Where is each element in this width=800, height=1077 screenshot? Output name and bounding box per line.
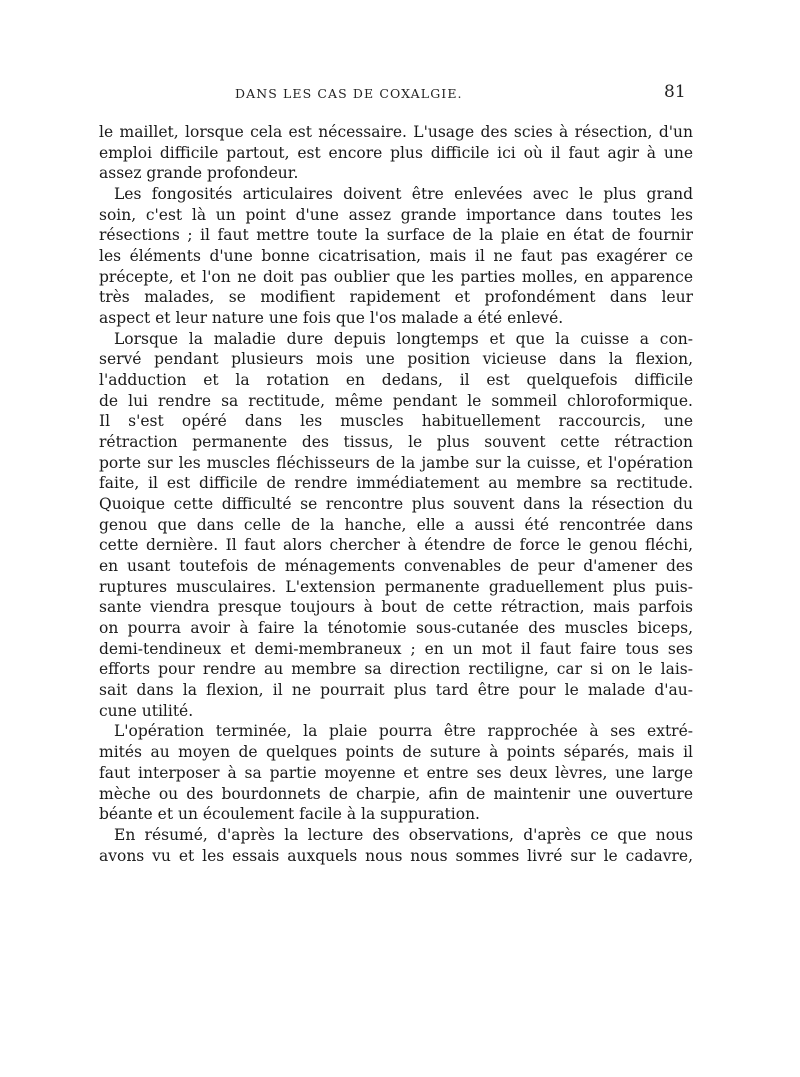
text-line: Lorsque la maladie dure depuis longtemps et que la cuisse a con- — [114, 329, 693, 348]
paragraph-3 — [99, 329, 693, 722]
text-line: soin, c'est là un point d'une assez grande importance dans toutes les — [99, 205, 693, 224]
text-line: porte sur les muscles fléchisseurs de la jambe sur la cuisse, et l'opération — [99, 453, 693, 472]
text-line: aspect et leur nature une fois que l'os malade a été enlevé. — [99, 309, 564, 328]
paragraph-1 — [99, 122, 693, 184]
text-line: Il s'est opéré dans les muscles habituellement raccourcis, une — [99, 412, 693, 431]
text-line: en usant toutefois de ménagements convenables de peur d'amener des — [99, 557, 693, 576]
text-line: faut interposer à sa partie moyenne et entre ses deux lèvres, une large — [99, 763, 693, 782]
text-line: rétraction permanente des tissus, le plus souvent cette rétraction — [99, 433, 693, 452]
paragraph-5 — [99, 825, 693, 866]
text-line: mités au moyen de quelques points de suture à points séparés, mais il — [99, 743, 693, 762]
text-line: mèche ou des bourdonnets de charpie, afin de maintenir une ouverture — [99, 784, 693, 803]
text-line: servé pendant plusieurs mois une position vicieuse dans la flexion, — [99, 350, 693, 369]
page-number: 81 — [664, 82, 686, 102]
text-line: Les fongosités articulaires doivent être enlevées avec le plus grand — [114, 185, 693, 204]
text-line: résections ; il faut mettre toute la surface de la plaie en état de fournir — [99, 226, 693, 245]
text-line: genou que dans celle de la hanche, elle a aussi été rencontrée dans — [99, 515, 693, 534]
text-line: Quoique cette difficulté se rencontre plus souvent dans la résection du — [99, 495, 693, 514]
text-line: le maillet, lorsque cela est nécessaire. L'usage des scies à résection, d'un — [99, 123, 693, 141]
paragraph-4 — [99, 721, 693, 824]
text-line: demi-tendineux et demi-membraneux ; en un mot il faut faire tous ses — [99, 639, 693, 658]
text-line: l'adduction et la rotation en dedans, il est quelquefois difficile — [99, 371, 693, 390]
text-line: précepte, et l'on ne doit pas oublier que les parties molles, en apparence — [99, 267, 693, 286]
text-line: emploi difficile partout, est encore plus difficile ici où il faut agir à une — [99, 143, 693, 162]
running-title: DANS LES CAS DE COXALGIE. — [235, 86, 463, 101]
text-line: sait dans la flexion, il ne pourrait plus tard être pour le malade d'au- — [99, 681, 693, 700]
text-line: efforts pour rendre au membre sa direction rectiligne, car si on le lais- — [99, 660, 693, 679]
text-line: assez grande profondeur. — [99, 164, 299, 183]
text-line: ruptures musculaires. L'extension permanente graduellement plus puis- — [99, 577, 693, 596]
text-line: L'opération terminée, la plaie pourra être rapprochée à ses extré- — [114, 722, 693, 741]
text-line: très malades, se modifient rapidement et profondément dans leur — [99, 288, 693, 307]
text-line: sante viendra presque toujours à bout de cette rétraction, mais parfois — [99, 598, 693, 617]
running-head — [0, 82, 800, 106]
text-line: En résumé, d'après la lecture des observations, d'après ce que nous — [114, 825, 693, 844]
paragraph-2 — [99, 184, 693, 329]
text-line: les éléments d'une bonne cicatrisation, mais il ne faut pas exagérer ce — [99, 247, 693, 266]
text-line: on pourra avoir à faire la ténotomie sous-cutanée des muscles biceps, — [99, 619, 693, 638]
text-line: béante et un écoulement facile à la suppuration. — [99, 805, 480, 824]
text-line: de lui rendre sa rectitude, même pendant le sommeil chloroformique. — [99, 391, 693, 410]
text-line: faite, il est difficile de rendre immédiatement au membre sa rectitude. — [99, 474, 693, 493]
text-line: cune utilité. — [99, 701, 194, 720]
text-line: avons vu et les essais auxquels nous nous sommes livré sur le cadavre, — [99, 846, 693, 865]
body-text — [99, 122, 693, 866]
text-line: cette dernière. Il faut alors chercher à étendre de force le genou fléchi, — [99, 536, 693, 555]
